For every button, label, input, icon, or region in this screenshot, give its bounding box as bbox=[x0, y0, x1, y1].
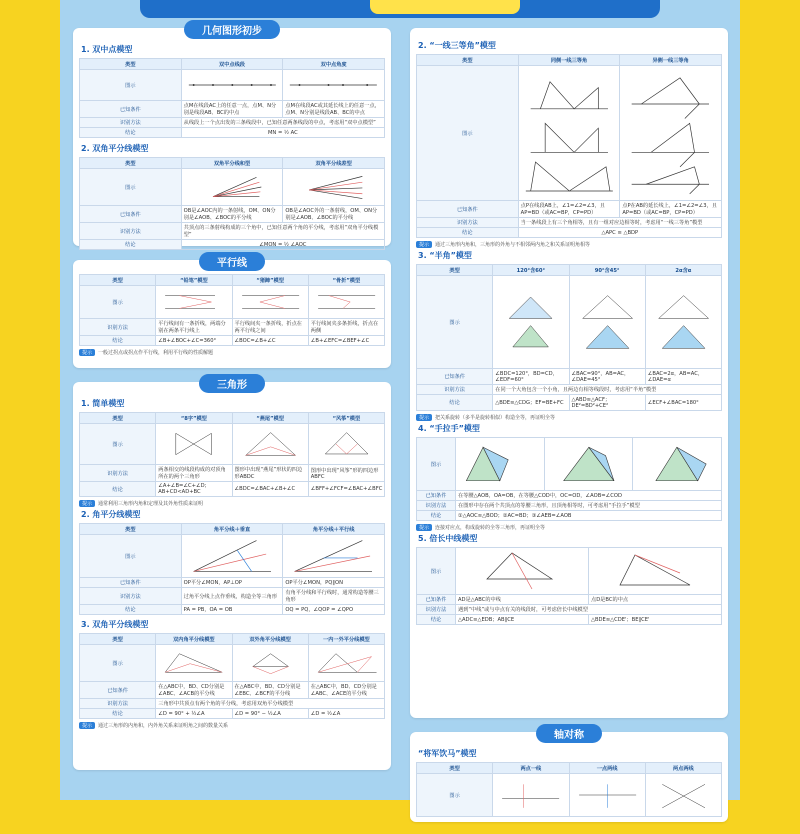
cell-label: 类型 bbox=[80, 158, 182, 169]
cell-text: ∠ECF+∠BAC=180° bbox=[645, 395, 721, 411]
cell-text: 从线段上一个点出发的三条线段中，已知任意两条线段的中点，考虑用“双中点模型” bbox=[181, 118, 384, 128]
cell-text: 在等腰△AOB，OA=OB，在等腰△COD中，OC=OD，∠AOB=∠COD bbox=[456, 491, 722, 501]
cell-text: 点P在线段AB上，∠1=∠2=∠3，且AP=BD（或AC=BP，CP=PD） bbox=[518, 201, 620, 218]
col-header: 异侧一线三等角 bbox=[620, 55, 722, 66]
section-heading: 4. “手拉手”模型 bbox=[418, 424, 480, 433]
col-header: 同侧一线三等角 bbox=[518, 55, 620, 66]
figure-bisector-parallel bbox=[283, 535, 385, 578]
cell-text: MN = ½ AC bbox=[181, 128, 384, 138]
col-header: “燕尾”模型 bbox=[232, 413, 308, 424]
col-header: 角平分线＋垂直 bbox=[181, 524, 283, 535]
figure-one-point-two-lines bbox=[569, 774, 645, 817]
card-title: 三角形 bbox=[199, 374, 265, 393]
figure-double-median-1 bbox=[456, 548, 589, 595]
cell-label: 已知条件 bbox=[417, 369, 493, 385]
col-header: “8字”模型 bbox=[156, 413, 232, 424]
col-header: 2α含α bbox=[645, 265, 721, 276]
tip-row bbox=[79, 722, 385, 729]
tip-tag: 提示 bbox=[416, 241, 432, 248]
cell-text: 共顶点的三条射线构成的三个角中，已知任意两个角的平分线，考虑用“双角平分线模型” bbox=[181, 223, 384, 240]
col-header: 双外角平分线模型 bbox=[232, 634, 308, 645]
cell-label: 类型 bbox=[80, 59, 182, 70]
cell-label: 图示 bbox=[80, 535, 182, 578]
cell-text: 两条相交的线段构成的对顶角所在的两个三角形 bbox=[156, 465, 232, 482]
figure-angle-bisectors-diff bbox=[283, 169, 385, 206]
figure-inner-outer-bisector bbox=[308, 645, 384, 682]
cell-label: 图示 bbox=[417, 438, 456, 491]
cell-label: 结论 bbox=[80, 482, 156, 497]
cell-text: 在图形中存在两个共顶点的等腰三角形，且顶角相等时，可考虑用“手拉手”模型 bbox=[456, 501, 722, 511]
model-table bbox=[79, 157, 385, 250]
cell-label: 类型 bbox=[80, 275, 156, 286]
figure-half-angle-120 bbox=[493, 276, 569, 369]
col-header: 两点一线 bbox=[493, 763, 569, 774]
tip-text: 通过三角形内角和，三角形的外角与不相邻两内角之和关系证明角相等 bbox=[435, 242, 591, 248]
cell-label: 类型 bbox=[417, 763, 493, 774]
col-header: 一点两线 bbox=[569, 763, 645, 774]
section-heading: 3. 双角平分线模型 bbox=[81, 620, 149, 629]
cell-text: △ABD≌△ACF；DE²=BD²+CE² bbox=[569, 395, 645, 411]
section-heading: 3. “半角”模型 bbox=[418, 251, 472, 260]
cell-text: 图形中出现“风筝”形的四边形ABFC bbox=[308, 465, 384, 482]
cell-text: 点M在线段AC上的任意一点，点M、N分别是线段AB、BC的中点 bbox=[181, 101, 283, 118]
col-header: “风筝”模型 bbox=[308, 413, 384, 424]
section-heading: 2. “一线三等角”模型 bbox=[418, 41, 496, 50]
section-heading: 1. 简单模型 bbox=[81, 399, 125, 408]
model-table bbox=[416, 437, 722, 521]
col-header: “骨折”模型 bbox=[308, 275, 384, 286]
figure-double-inner-bisector bbox=[156, 645, 232, 682]
cell-label: 结论 bbox=[80, 128, 182, 138]
cell-label: 已知条件 bbox=[80, 578, 182, 588]
tip-tag: 提示 bbox=[416, 414, 432, 421]
cell-text: 平行线间夹一条折线，折点在两平行线之间 bbox=[232, 319, 308, 336]
tip-row bbox=[416, 414, 722, 421]
cell-label: 识别方法 bbox=[80, 223, 182, 240]
cell-label: 识别方法 bbox=[417, 501, 456, 511]
cell-text: 点M在线段AC或其延长线上的任意一点，点M、N分别是线段AB、BC的中点 bbox=[283, 101, 385, 118]
cell-text: 点D是BC的中点 bbox=[589, 595, 722, 605]
col-header: 120°含60° bbox=[493, 265, 569, 276]
figure-half-angle-90 bbox=[569, 276, 645, 369]
figure-half-angle-2a bbox=[645, 276, 721, 369]
cell-text: ∠BAC=90°，AB=AC，∠DAE=45° bbox=[569, 369, 645, 385]
cell-text: △ADC≌△EDB；AB∥CE bbox=[456, 615, 589, 625]
figure-eight-model bbox=[156, 424, 232, 465]
cell-label: 图示 bbox=[80, 645, 156, 682]
cell-text: OQ = PQ，∠QOP = ∠QPO bbox=[283, 605, 385, 615]
figure-hand-in-hand-1 bbox=[456, 438, 545, 491]
tip-text: 通常利用三角形内角和定理及其外角性质来证明 bbox=[98, 501, 204, 507]
model-table bbox=[416, 54, 722, 238]
cell-text: ∠MON = ½ ∠AOC bbox=[181, 240, 384, 250]
col-header: “铅笔”模型 bbox=[156, 275, 232, 286]
cell-text: AD是△ABC的中线 bbox=[456, 595, 589, 605]
tip-tag: 提示 bbox=[416, 524, 432, 531]
cell-text: OP平分∠MON，AP⊥OP bbox=[181, 578, 283, 588]
cell-label: 识别方法 bbox=[417, 605, 456, 615]
col-header: 双内角平分线模型 bbox=[156, 634, 232, 645]
cell-text: PA = PB，OA = OB bbox=[181, 605, 283, 615]
col-header: 一内一外平分线模型 bbox=[308, 634, 384, 645]
model-table bbox=[416, 264, 722, 411]
col-header: 双角平分线差型 bbox=[283, 158, 385, 169]
card-parallel-lines bbox=[73, 260, 391, 368]
cell-label: 已知条件 bbox=[80, 682, 156, 699]
tip-text: 通过三角形的内角和，内外角关系来证明角之间的数量关系 bbox=[98, 723, 229, 729]
cell-text: △BDE≌△CDG；EF=BE+FC bbox=[493, 395, 569, 411]
figure-swallowtail-model bbox=[232, 424, 308, 465]
cell-label: 结论 bbox=[417, 395, 493, 411]
cell-label: 图示 bbox=[417, 66, 519, 201]
cell-text: ①△AOC≌△BOD；②AC=BD；③∠AEB=∠AOB bbox=[456, 511, 722, 521]
card-triangle-models bbox=[410, 28, 728, 718]
cell-label: 结论 bbox=[80, 605, 182, 615]
cell-text: 遇到“中线”或与中点有关的线段时，可考虑倍长中线模型 bbox=[456, 605, 722, 615]
model-table bbox=[79, 633, 385, 719]
cell-label: 已知条件 bbox=[417, 491, 456, 501]
figure-segment-midpoints-ext bbox=[283, 70, 385, 101]
cell-label: 类型 bbox=[417, 55, 519, 66]
col-header: 两点两线 bbox=[645, 763, 721, 774]
cell-label: 已知条件 bbox=[417, 595, 456, 605]
section-heading: “将军饮马”模型 bbox=[418, 749, 477, 758]
model-table bbox=[79, 274, 385, 346]
figure-two-points-one-line bbox=[493, 774, 569, 817]
figure-kite-model bbox=[308, 424, 384, 465]
model-table bbox=[79, 523, 385, 615]
section-heading: 5. 倍长中线模型 bbox=[418, 534, 478, 543]
card-geometry-basics bbox=[73, 28, 391, 246]
figure-double-median-2 bbox=[589, 548, 722, 595]
cell-label: 识别方法 bbox=[417, 385, 493, 395]
cell-label: 图示 bbox=[417, 276, 493, 369]
cell-text: 过角平分线上点作垂线，构造全等三角形 bbox=[181, 588, 283, 605]
tip-tag: 提示 bbox=[79, 500, 95, 507]
card-title: 几何图形初步 bbox=[184, 20, 280, 39]
cell-label: 结论 bbox=[80, 709, 156, 719]
cell-text: OB是∠AOC内的一条射线，OM、ON分别是∠AOB、∠BOC的平分线 bbox=[181, 206, 283, 223]
cell-label: 图示 bbox=[80, 286, 156, 319]
card-axial-symmetry bbox=[410, 732, 728, 822]
cell-text: ∠D = 90° + ½∠A bbox=[156, 709, 232, 719]
cell-text: ∠BOC=∠B+∠C bbox=[232, 336, 308, 346]
tip-tag: 提示 bbox=[79, 722, 95, 729]
figure-segment-midpoints bbox=[181, 70, 283, 101]
cell-text: ∠B+∠EFC=∠BEF+∠C bbox=[308, 336, 384, 346]
col-header: “猪蹄”模型 bbox=[232, 275, 308, 286]
col-header: 90°含45° bbox=[569, 265, 645, 276]
cell-label: 识别方法 bbox=[80, 699, 156, 709]
figure-hand-in-hand-3 bbox=[633, 438, 722, 491]
cell-text: 在△ABC中，BD、CD分别是∠ABC、∠ACE的平分线 bbox=[308, 682, 384, 699]
cell-text: 平行线间有一条折线，两端分别在两条平行线上 bbox=[156, 319, 232, 336]
cell-text: ∠BDC=120°，BD=CD，∠EDF=60° bbox=[493, 369, 569, 385]
cell-label: 识别方法 bbox=[80, 118, 182, 128]
model-table bbox=[79, 412, 385, 497]
cell-text: 在△ABC中，BD、CD分别是∠EBC、∠BCF的平分线 bbox=[232, 682, 308, 699]
cell-label: 结论 bbox=[80, 240, 182, 250]
col-header: 角平分线＋平行线 bbox=[283, 524, 385, 535]
cell-label: 识别方法 bbox=[80, 465, 156, 482]
cell-label: 类型 bbox=[417, 265, 493, 276]
left-column bbox=[73, 28, 391, 782]
cell-label: 结论 bbox=[417, 511, 456, 521]
cell-label: 图示 bbox=[80, 169, 182, 206]
figure-double-outer-bisector bbox=[232, 645, 308, 682]
cell-label: 识别方法 bbox=[417, 218, 519, 228]
col-header: 双中点线段 bbox=[181, 59, 283, 70]
card-title: 轴对称 bbox=[536, 724, 602, 743]
right-column bbox=[410, 28, 728, 834]
cell-label: 结论 bbox=[417, 615, 456, 625]
cell-text: OP平分∠MON，PQ∥ON bbox=[283, 578, 385, 588]
cell-text: ∠BAC=2α，AB=AC，∠DAE=α bbox=[645, 369, 721, 385]
tip-text: 连接对应点，构成旋转的全等三角形，再证明全等 bbox=[435, 525, 546, 531]
figure-opposite-side-three-angles bbox=[620, 66, 722, 201]
cell-text: △APC ≌ △BDP bbox=[518, 228, 721, 238]
cell-text: OB是∠AOC外的一条射线，OM、ON分别是∠AOB、∠BOC的平分线 bbox=[283, 206, 385, 223]
cell-text: 当一条线段上有三个角相等，且有一组对应边相等时，考虑用“一线三等角”模型 bbox=[518, 218, 721, 228]
cell-label: 图示 bbox=[80, 70, 182, 101]
model-table bbox=[416, 762, 722, 817]
figure-same-side-three-angles bbox=[518, 66, 620, 201]
cell-label: 类型 bbox=[80, 524, 182, 535]
col-header: 双中点角度 bbox=[283, 59, 385, 70]
cell-label: 图示 bbox=[80, 424, 156, 465]
figure-fracture-model bbox=[308, 286, 384, 319]
cell-text: ∠D = 90° − ½∠A bbox=[232, 709, 308, 719]
banner-highlight bbox=[370, 0, 520, 14]
cell-label: 已知条件 bbox=[417, 201, 519, 218]
cell-text: ∠BDC=∠BAC+∠B+∠C bbox=[232, 482, 308, 497]
cell-text: 在△ABC中，BD、CD分别是∠ABC、∠ACB的平分线 bbox=[156, 682, 232, 699]
section-heading: 1. 双中点模型 bbox=[81, 45, 133, 54]
figure-two-points-two-lines bbox=[645, 774, 721, 817]
section-heading: 2. 双角平分线模型 bbox=[81, 144, 149, 153]
tip-row bbox=[79, 349, 385, 356]
cell-label: 类型 bbox=[80, 413, 156, 424]
card-triangles bbox=[73, 382, 391, 770]
cell-label: 已知条件 bbox=[80, 206, 182, 223]
cell-label: 图示 bbox=[417, 774, 493, 817]
cell-text: 有角平分线和平行线时，通常构造等腰三角形 bbox=[283, 588, 385, 605]
cell-text: △BDE≌△CDE'；BE∥CE' bbox=[589, 615, 722, 625]
cell-text: 点P在AB的延长线上，∠1=∠2=∠3，且AP=BD（或AC=BP，CP=PD） bbox=[620, 201, 722, 218]
cell-label: 识别方法 bbox=[80, 588, 182, 605]
poster-top-banner bbox=[140, 0, 660, 18]
col-header: 双角平分线和型 bbox=[181, 158, 283, 169]
tip-tag: 提示 bbox=[79, 349, 95, 356]
cell-label: 结论 bbox=[80, 336, 156, 346]
figure-hoof-model bbox=[232, 286, 308, 319]
tip-row bbox=[416, 241, 722, 248]
cell-text: 在同一个大角包含一个小角，且两边有相等线段时，考虑用“半角”模型 bbox=[493, 385, 722, 395]
cell-text: ∠B+∠BOC+∠C=360° bbox=[156, 336, 232, 346]
model-table bbox=[79, 58, 385, 138]
model-table bbox=[416, 547, 722, 625]
section-heading: 2. 角平分线模型 bbox=[81, 510, 141, 519]
cell-label: 已知条件 bbox=[80, 101, 182, 118]
cell-text: ∠D = ½∠A bbox=[308, 709, 384, 719]
cell-label: 图示 bbox=[417, 548, 456, 595]
tip-text: 把关系旋转（多半是旋转相似）构造全等，再证明全等 bbox=[435, 415, 556, 421]
cell-text: 平行线间夹多条折线，折点在两侧 bbox=[308, 319, 384, 336]
figure-bisector-perpendicular bbox=[181, 535, 283, 578]
figure-angle-bisectors-sum bbox=[181, 169, 283, 206]
figure-pencil-model bbox=[156, 286, 232, 319]
cell-text: 三角形中共顶点有两个角的平分线，考虑用双角平分线模型 bbox=[156, 699, 385, 709]
cell-text: 图形中出现“燕尾”形状的四边形ABDC bbox=[232, 465, 308, 482]
tip-text: 一般过拐点或拐点作平行线，利用平行线的性质解题 bbox=[98, 350, 214, 356]
cell-text: ∠BFF+∠FCF=∠BAC+∠BFC bbox=[308, 482, 384, 497]
cell-label: 类型 bbox=[80, 634, 156, 645]
card-title: 平行线 bbox=[199, 252, 265, 271]
cell-label: 结论 bbox=[417, 228, 519, 238]
cell-label: 识别方法 bbox=[80, 319, 156, 336]
tip-row bbox=[416, 524, 722, 531]
tip-row bbox=[79, 500, 385, 507]
figure-hand-in-hand-2 bbox=[544, 438, 633, 491]
cell-text: ∠A+∠B=∠C+∠D; AB+CD<AD+BC bbox=[156, 482, 232, 497]
